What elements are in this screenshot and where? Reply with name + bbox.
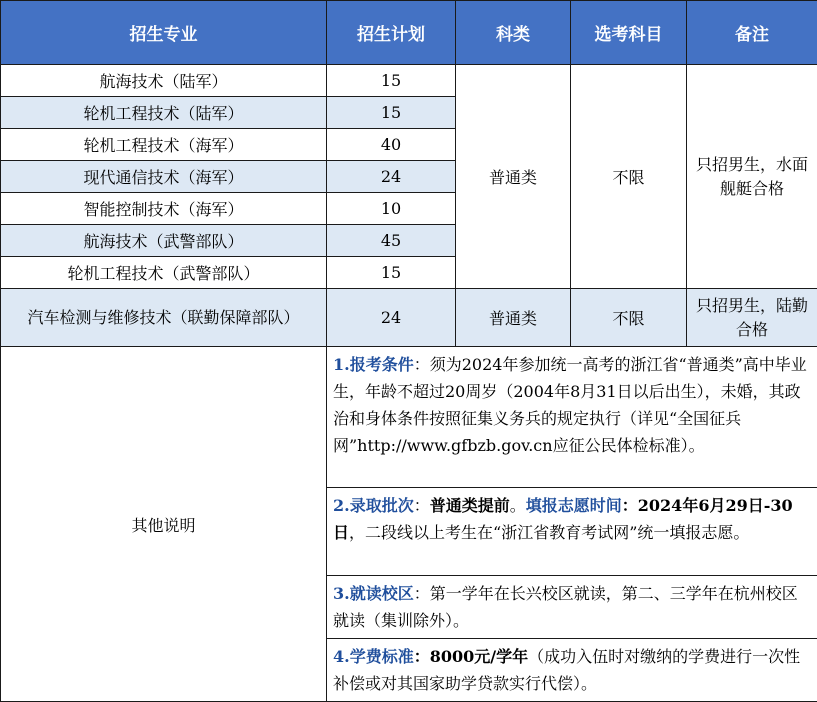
table-row: [1, 289, 817, 347]
category-cell: 普通类: [456, 289, 571, 347]
note-1-key: 1.报考条件: [333, 355, 414, 374]
header-remark: 备注: [687, 1, 817, 65]
remark-cell: 只招男生，陆勤合格: [687, 289, 817, 347]
major-cell: 轮机工程技术（陆军）: [1, 97, 327, 129]
header-plan: 招生计划: [327, 1, 456, 65]
major-cell: 轮机工程技术（武警部队）: [1, 257, 327, 289]
note-1: [327, 347, 817, 488]
note-2-key2: 填报志愿时间: [526, 496, 622, 515]
note-4-key: 4.学费标准: [333, 647, 414, 666]
major-cell: 航海技术（陆军）: [1, 65, 327, 97]
note-4: [327, 639, 817, 702]
note-2-key: 2.录取批次: [333, 496, 414, 515]
plan-cell: 24: [327, 289, 456, 347]
major-cell: 汽车检测与维修技术（联勤保障部队）: [1, 289, 327, 347]
header-row: [1, 1, 817, 65]
note-4-fee: ：8000元/学年: [414, 647, 528, 666]
plan-cell: 45: [327, 225, 456, 257]
notes-row: [1, 347, 817, 488]
note-2-batch: 普通类提前: [430, 496, 510, 515]
plan-cell: 40: [327, 129, 456, 161]
header-subjects: 选考科目: [571, 1, 687, 65]
note-3-text: ：第一学年在长兴校区就读，第二、三学年在杭州校区就读（集训除外）。: [333, 584, 798, 630]
major-cell: 现代通信技术（海军）: [1, 161, 327, 193]
plan-cell: 24: [327, 161, 456, 193]
header-major: 招生专业: [1, 1, 327, 65]
note-2: [327, 488, 817, 576]
note-2-sep: ：: [414, 496, 430, 515]
major-cell: 轮机工程技术（海军）: [1, 129, 327, 161]
subjects-cell: 不限: [571, 65, 687, 289]
note-2-text: ，二段线以上考生在“浙江省教育考试网”统一填报志愿。: [349, 523, 749, 542]
note-4-text: （成功入伍时对缴纳的学费进行一次性补偿或对其国家助学贷款实行代偿）。: [333, 647, 800, 693]
plan-cell: 15: [327, 65, 456, 97]
note-3: [327, 576, 817, 639]
plan-cell: 15: [327, 257, 456, 289]
notes-label: 其他说明: [1, 347, 327, 702]
remark-cell: 只招男生，水面舰艇合格: [687, 65, 817, 289]
note-1-text: ：须为2024年参加统一高考的浙江省“普通类”高中毕业生，年龄不超过20周岁（2004年8月31日以后出生），未婚，其政治和身体条件按照征集义务兵的规定执行（详见“全国征兵网”http://www.gfbzb.gov.cn应征公民体检标准）。: [333, 355, 807, 455]
note-3-key: 3.就读校区: [333, 584, 414, 603]
note-2-date: ：2024年6月29日-30日: [333, 496, 793, 542]
note-2-dot: 。: [510, 496, 526, 515]
major-cell: 航海技术（武警部队）: [1, 225, 327, 257]
major-cell: 智能控制技术（海军）: [1, 193, 327, 225]
header-category: 科类: [456, 1, 571, 65]
subjects-cell: 不限: [571, 289, 687, 347]
plan-cell: 15: [327, 97, 456, 129]
table-row: [1, 65, 817, 97]
category-cell: 普通类: [456, 65, 571, 289]
plan-cell: 10: [327, 193, 456, 225]
